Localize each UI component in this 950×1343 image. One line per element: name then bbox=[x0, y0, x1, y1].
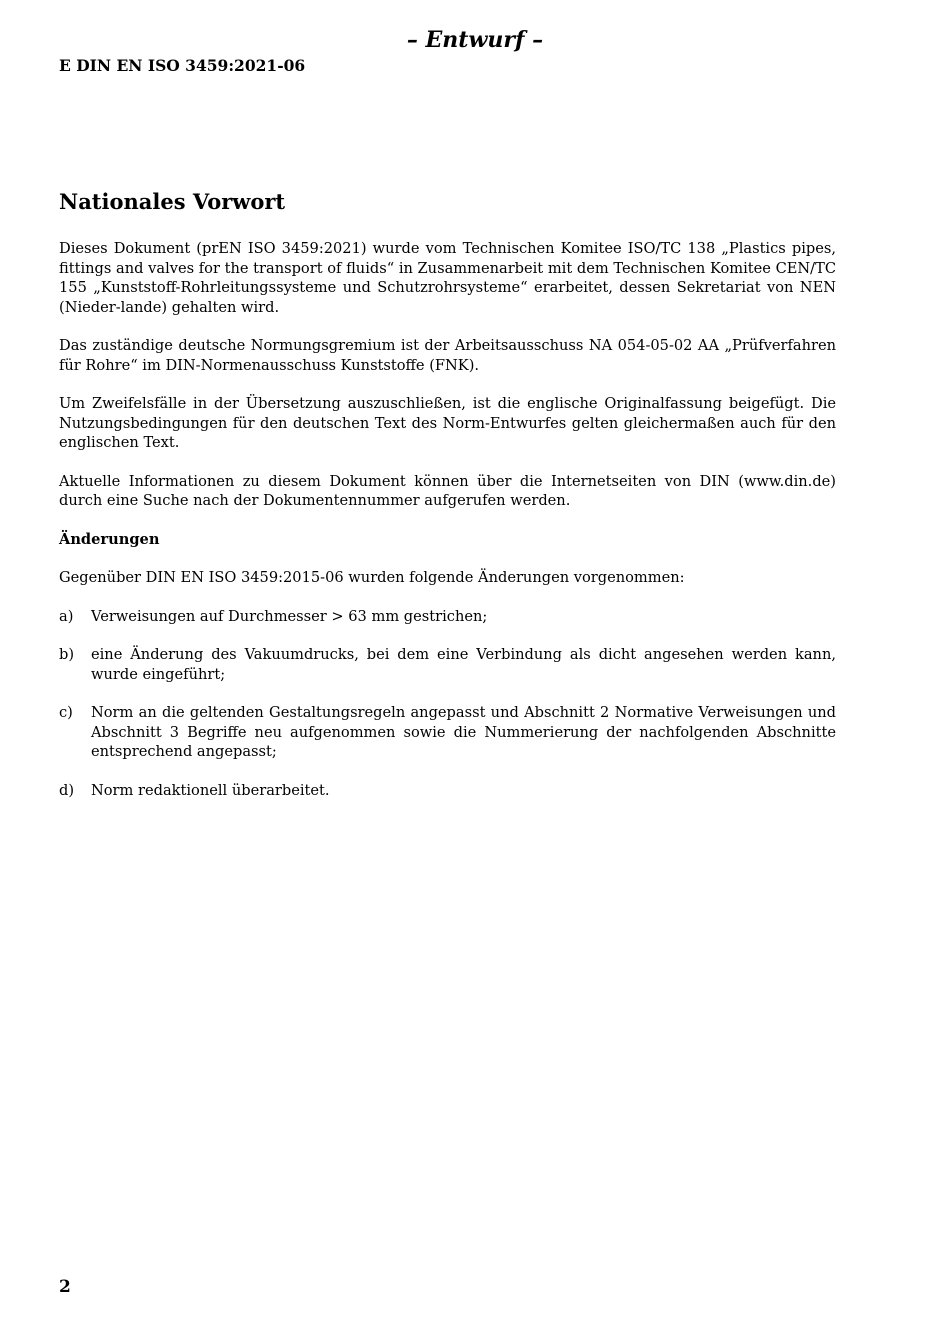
list-item bbox=[59, 645, 836, 684]
list-item-marker: d) bbox=[59, 781, 75, 799]
changes-list bbox=[59, 607, 836, 801]
list-item-text: Norm redaktionell überarbeitet. bbox=[91, 781, 330, 799]
draft-banner: – Entwurf – bbox=[406, 27, 544, 53]
list-item-text: Verweisungen auf Durchmesser > 63 mm gestrichen; bbox=[91, 607, 488, 625]
list-item bbox=[59, 607, 836, 627]
page-content bbox=[59, 186, 836, 819]
list-item-marker: c) bbox=[59, 704, 73, 721]
list-item-marker: a) bbox=[59, 607, 74, 625]
foreword-paragraph-3: Um Zweifelsfälle in der Übersetzung auszuschließen, ist die englische Originalfassung beigefügt. Die Nutzungsbedingungen für den deutschen Text des Norm-Entwurfes gelten gleichermaßen auch für den englischen Text. bbox=[59, 395, 836, 451]
page-title: Nationales Vorwort bbox=[59, 189, 286, 214]
page-number: 2 bbox=[59, 1277, 71, 1297]
changes-intro: Gegenüber DIN EN ISO 3459:2015-06 wurden folgende Änderungen vorgenommen: bbox=[59, 569, 685, 586]
list-item-text: eine Änderung des Vakuumdrucks, bei dem eine Verbindung als dicht angesehen werden kann, wurde eingeführt; bbox=[91, 646, 836, 683]
list-item bbox=[59, 703, 836, 762]
foreword-paragraph-4: Aktuelle Informationen zu diesem Dokument können über die Internetseiten von DIN (www.din.de) durch eine Suche nach der Dokumentennummer aufgerufen werden. bbox=[59, 472, 836, 509]
foreword-paragraph-2: Das zuständige deutsche Normungsgremium ist der Arbeitsausschuss NA 054-05-02 AA „Prüfverfahren für Rohre“ im DIN-Normenausschuss Kunststoffe (FNK). bbox=[59, 337, 836, 374]
document-id: E DIN EN ISO 3459:2021-06 bbox=[59, 56, 306, 75]
list-item-marker: b) bbox=[59, 646, 75, 663]
changes-heading: Änderungen bbox=[59, 530, 160, 548]
list-item bbox=[59, 781, 836, 801]
list-item-text: Norm an die geltenden Gestaltungsregeln angepasst und Abschnitt 2 Normative Verweisungen und Abschnitt 3 Begriffe neu aufgenommen sowie die Nummerierung der nachfolgenden Abschnitte entsprechend angepasst; bbox=[91, 704, 836, 760]
foreword-paragraph-1: Dieses Dokument (prEN ISO 3459:2021) wurde vom Technischen Komitee ISO/TC 138 „Plastics pipes, fittings and valves for the transport of fluids“ in Zusammenarbeit mit dem Technischen Komitee CEN/TC 155 „Kunststoff-Rohrleitungssysteme und Schutzrohrsysteme“ erarbeitet, dessen Sekretariat von NEN (Nieder-lande) gehalten wird. bbox=[59, 240, 836, 316]
